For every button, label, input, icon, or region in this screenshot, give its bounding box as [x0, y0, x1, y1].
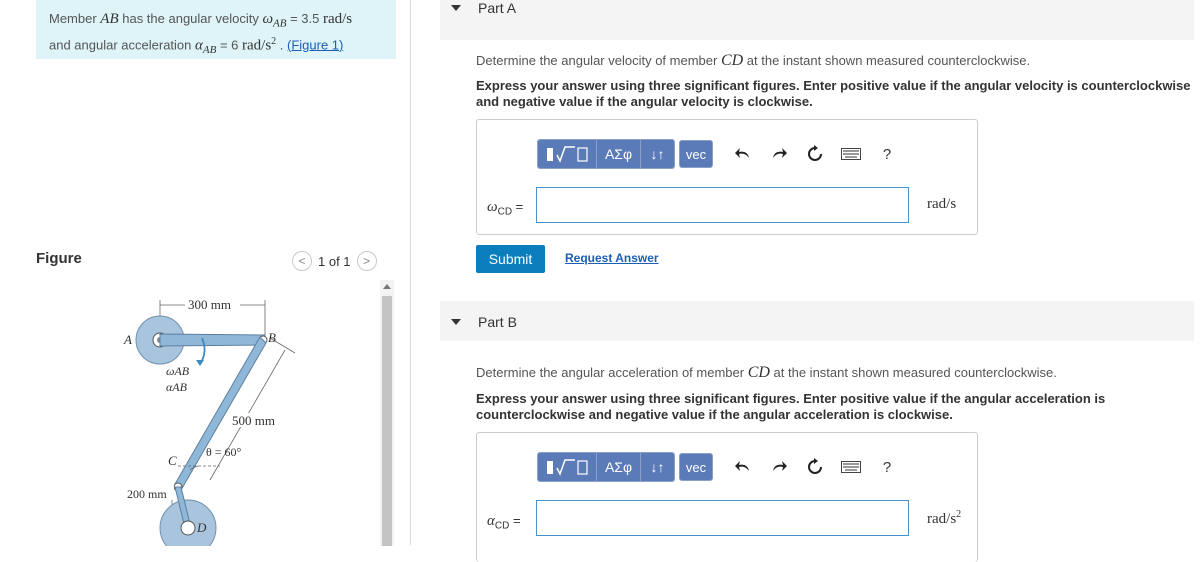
greek-symbols-button[interactable]: ΑΣφ — [596, 140, 640, 168]
alpha-cd-input[interactable] — [536, 500, 909, 536]
undo-icon[interactable] — [725, 140, 761, 168]
math-toolbar — [537, 452, 905, 482]
part-b-question — [476, 364, 1057, 382]
arrowhead — [196, 360, 204, 366]
member-ab-symbol: AB — [100, 11, 119, 27]
alpha-unit: rad/s — [242, 36, 272, 53]
alpha-subscript: AB — [202, 43, 217, 56]
figure-heading: Figure — [36, 250, 82, 267]
link-ab — [160, 334, 265, 346]
dimension-200-label: 200 mm — [127, 487, 167, 501]
part-b-answer-box — [476, 432, 978, 562]
dimension-300-label: 300 mm — [188, 297, 231, 312]
angle-label: θ = 60° — [206, 445, 242, 459]
part-b-instruction: Express your answer using three significant figures. Enter positive value if the angular acceleration is counterclockwise and negative value if the angular acceleration is clockwise. — [476, 391, 1106, 422]
problem-statement — [36, 0, 396, 59]
pane-divider — [410, 0, 411, 545]
question-text: at the instant shown measured counterclockwise. — [769, 365, 1057, 380]
variable-symbol: ω — [487, 199, 498, 215]
variable-subscript: CD — [497, 206, 513, 218]
problem-text-part: . — [276, 36, 288, 52]
chevron-left-icon[interactable]: < — [292, 251, 312, 271]
figure-page-count: 1 of 1 — [318, 253, 351, 269]
equals-sign: = — [512, 199, 524, 214]
templates-icon-graphic — [545, 457, 589, 477]
alpha-ab-label: αAB — [166, 380, 187, 394]
mechanism-diagram — [80, 280, 380, 546]
unit-exponent: 2 — [956, 509, 962, 520]
templates-icon[interactable] — [538, 140, 596, 168]
figure-link[interactable]: (Figure 1) — [287, 36, 344, 52]
chevron-right-icon[interactable]: > — [357, 251, 377, 271]
part-b-header[interactable] — [440, 301, 1194, 341]
alpha-value: = 6 — [216, 36, 242, 52]
request-answer-link[interactable]: Request Answer — [565, 251, 659, 265]
part-b-unit — [927, 509, 961, 528]
help-icon[interactable]: ? — [882, 458, 892, 476]
mechanism-figure — [80, 280, 380, 546]
part-b-title: Part B — [478, 314, 517, 330]
alpha-symbol: α — [195, 36, 203, 53]
scroll-up-icon[interactable] — [383, 284, 391, 289]
part-a-question — [476, 52, 1030, 70]
collapse-caret-icon[interactable] — [451, 319, 461, 325]
alpha-unit-exponent: 2 — [271, 35, 277, 47]
question-text: Determine the angular acceleration of member — [476, 365, 748, 380]
pin-d — [181, 521, 195, 535]
reset-icon[interactable] — [797, 453, 833, 481]
greek-symbols-button[interactable]: ΑΣφ — [596, 453, 640, 481]
question-text: Determine the angular velocity of member — [476, 53, 721, 68]
help-icon[interactable]: ? — [882, 145, 892, 163]
math-toolbar — [537, 139, 905, 169]
problem-text — [49, 10, 352, 59]
submit-button[interactable]: Submit — [476, 245, 545, 273]
omega-symbol: ω — [262, 11, 274, 27]
part-a-header[interactable] — [440, 0, 1194, 40]
keyboard-icon[interactable] — [833, 453, 869, 481]
scrollbar-thumb[interactable] — [382, 296, 392, 546]
part-a-title: Part A — [478, 0, 517, 16]
label-c: C — [168, 453, 177, 468]
part-a-unit: rad/s — [927, 196, 957, 212]
reset-icon[interactable] — [797, 140, 833, 168]
subscript-arrows-button[interactable]: ↓↑ — [640, 453, 674, 481]
figure-pager — [292, 250, 377, 272]
omega-subscript: AB — [273, 17, 287, 30]
omega-ab-label: ωAB — [166, 364, 190, 378]
unit-text: rad/s — [927, 511, 957, 527]
variable-symbol: α — [487, 513, 495, 529]
question-text: at the instant shown measured counterclockwise. — [743, 53, 1031, 68]
omega-unit: rad/s — [322, 11, 353, 27]
vec-button[interactable]: vec — [679, 140, 713, 168]
alpha-cd-label — [487, 513, 521, 532]
keyboard-icon[interactable] — [833, 140, 869, 168]
omega-cd-input[interactable] — [536, 187, 909, 223]
member-cd-symbol: CD — [747, 364, 770, 381]
templates-icon[interactable] — [538, 453, 596, 481]
undo-icon[interactable] — [725, 453, 761, 481]
template-group — [537, 452, 675, 482]
problem-text-part: has the angular velocity — [118, 11, 263, 26]
variable-subscript: CD — [494, 520, 510, 532]
redo-icon[interactable] — [761, 140, 797, 168]
dimension-500-label: 500 mm — [232, 413, 275, 428]
template-group — [537, 139, 675, 169]
redo-icon[interactable] — [761, 453, 797, 481]
vec-button[interactable]: vec — [679, 453, 713, 481]
figure-scrollbar[interactable] — [380, 280, 394, 546]
collapse-caret-icon[interactable] — [451, 5, 461, 11]
problem-text-part: Member — [49, 11, 101, 26]
member-cd-symbol: CD — [720, 52, 744, 69]
problem-text-part: and angular acceleration — [49, 36, 195, 52]
omega-cd-label — [487, 199, 523, 218]
equals-sign: = — [509, 513, 521, 528]
label-d: D — [197, 520, 207, 535]
subscript-arrows-button[interactable]: ↓↑ — [640, 140, 674, 168]
templates-icon-graphic — [545, 144, 589, 164]
label-a: A — [124, 332, 132, 347]
part-a-instruction: Express your answer using three significant figures. Enter positive value if the angular velocity is counterclockwise and negative value if the angular velocity is clockwise. — [476, 78, 1191, 109]
part-a-answer-box — [476, 119, 978, 235]
label-b: B — [268, 330, 276, 345]
omega-value: = 3.5 — [286, 11, 323, 26]
